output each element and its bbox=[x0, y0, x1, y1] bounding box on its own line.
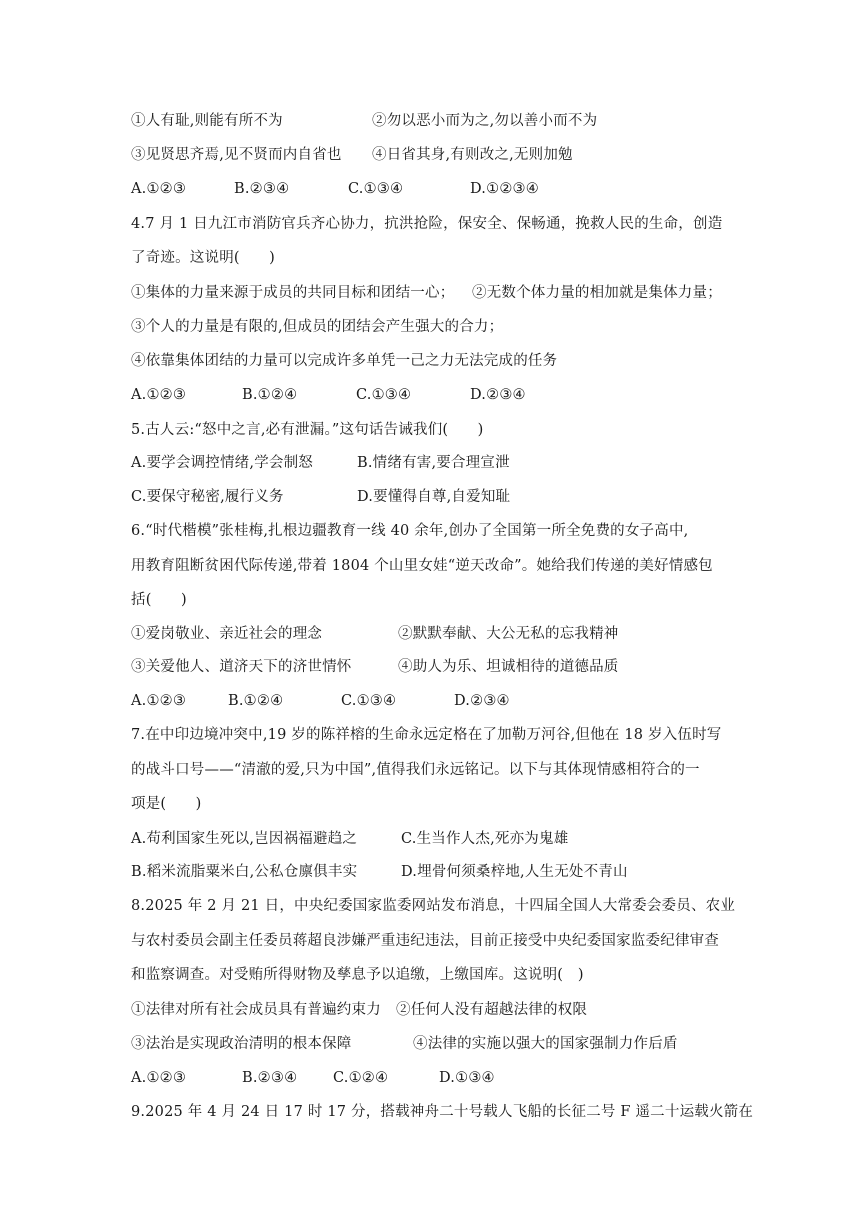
option-text: B.①②④ bbox=[242, 387, 298, 403]
option-text: C.①②④ bbox=[333, 1070, 389, 1086]
option-text: C.生当作人杰,死亦为鬼雄 bbox=[401, 831, 569, 847]
option-text: C.要保守秘密,履行义务 bbox=[131, 489, 284, 505]
line-text: 7.在中印边境冲突中,19 岁的陈祥榕的生命永远定格在了加勒万河谷,但他在 18 岁入伍时写 bbox=[131, 727, 722, 743]
option-text: ②勿以恶小而为之,勿以善小而不为 bbox=[372, 113, 598, 129]
line-text: ③个人的力量是有限的,但成员的团结会产生强大的合力； bbox=[131, 319, 504, 335]
option-text: ③法治是实现政治清明的根本保障 bbox=[131, 1036, 352, 1052]
option-text: ①集体的力量来源于成员的共同目标和团结一心； bbox=[131, 285, 455, 301]
option-text: ①人有耻,则能有所不为 bbox=[131, 113, 283, 129]
option-text: D.①②③④ bbox=[470, 181, 539, 197]
line-text: 8.2025 年 2 月 21 日，中央纪委国家监委网站发布消息，十四届全国人大常委会委员、农业 bbox=[131, 898, 736, 914]
option-text: C.①③④ bbox=[341, 693, 397, 709]
option-text: ③关爱他人、道济天下的济世情怀 bbox=[131, 659, 352, 675]
option-text: ④日省其身,有则改之,无则加勉 bbox=[372, 147, 573, 163]
line-text: 括( ) bbox=[131, 592, 187, 608]
option-text: A.①②③ bbox=[131, 1070, 187, 1086]
option-text: ④法律的实施以强大的国家强制力作后盾 bbox=[413, 1036, 678, 1052]
option-text: A.①②③ bbox=[131, 693, 187, 709]
option-text: D.要懂得自尊,自爱知耻 bbox=[357, 489, 511, 505]
option-text: C.①③④ bbox=[356, 387, 412, 403]
line-text: 与农村委员会副主任委员蒋超良涉嫌严重违纪违法，目前正接受中央纪委国家监委纪律审查 bbox=[131, 933, 719, 949]
option-text: B.情绪有害,要合理宣泄 bbox=[357, 455, 510, 471]
option-text: A.①②③ bbox=[131, 387, 187, 403]
line-text: 6.“时代楷模”张桂梅,扎根边疆教育一线 40 余年,创办了全国第一所全免费的女子高中, bbox=[131, 523, 689, 539]
line-text: 9.2025 年 4 月 24 日 17 时 17 分，搭载神舟二十号载人飞船的长征二号 F 遥二十运载火箭在 bbox=[131, 1104, 754, 1120]
option-text: ②任何人没有超越法律的权限 bbox=[396, 1002, 588, 1018]
option-text: ②默默奉献、大公无私的忘我精神 bbox=[398, 626, 619, 642]
option-text: ②无数个体力量的相加就是集体力量； bbox=[472, 285, 722, 301]
option-text: D.①③④ bbox=[439, 1070, 495, 1086]
option-text: A.苟利国家生死以,岂因祸福避趋之 bbox=[131, 831, 358, 847]
option-text: ④助人为乐、坦诚相待的道德品质 bbox=[398, 659, 619, 675]
line-text: 项是( ) bbox=[131, 796, 202, 812]
line-text: ④依靠集体团结的力量可以完成许多单凭一己之力无法完成的任务 bbox=[131, 353, 558, 369]
option-text: ①法律对所有社会成员具有普遍约束力 bbox=[131, 1002, 381, 1018]
option-text: A.①②③ bbox=[131, 181, 187, 197]
line-text: 用教育阻断贫困代际传递,带着 1804 个山里女娃“逆天改命”。她给我们传递的美好情感包 bbox=[131, 558, 713, 574]
option-text: D.②③④ bbox=[470, 387, 526, 403]
line-text: 了奇迹。这说明( ) bbox=[131, 250, 276, 266]
option-text: B.②③④ bbox=[234, 181, 290, 197]
option-text: C.①③④ bbox=[348, 181, 404, 197]
option-text: A.要学会调控情绪,学会制怒 bbox=[131, 455, 313, 471]
option-text: B.①②④ bbox=[228, 693, 284, 709]
option-text: D.②③④ bbox=[454, 693, 510, 709]
option-text: D.埋骨何须桑梓地,人生无处不青山 bbox=[401, 864, 628, 880]
line-text: 4.7 月 1 日九江市消防官兵齐心协力，抗洪抢险，保安全、保畅通，挽救人民的生命，创造 bbox=[131, 216, 723, 232]
line-text: 的战斗口号——“清澈的爱,只为中国”,值得我们永远铭记。以下与其体现情感相符合的一 bbox=[131, 762, 700, 778]
option-text: ①爱岗敬业、亲近社会的理念 bbox=[131, 626, 323, 642]
option-text: B.稻米流脂粟米白,公私仓廪俱丰实 bbox=[131, 864, 358, 880]
option-text: B.②③④ bbox=[242, 1070, 298, 1086]
option-text: ③见贤思齐焉,见不贤而内自省也 bbox=[131, 147, 342, 163]
line-text: 5.古人云:“怒中之言,必有泄漏。”这句话告诫我们( ) bbox=[131, 422, 484, 438]
line-text: 和监察调查。对受贿所得财物及孳息予以追缴，上缴国库。这说明( ) bbox=[131, 967, 584, 983]
